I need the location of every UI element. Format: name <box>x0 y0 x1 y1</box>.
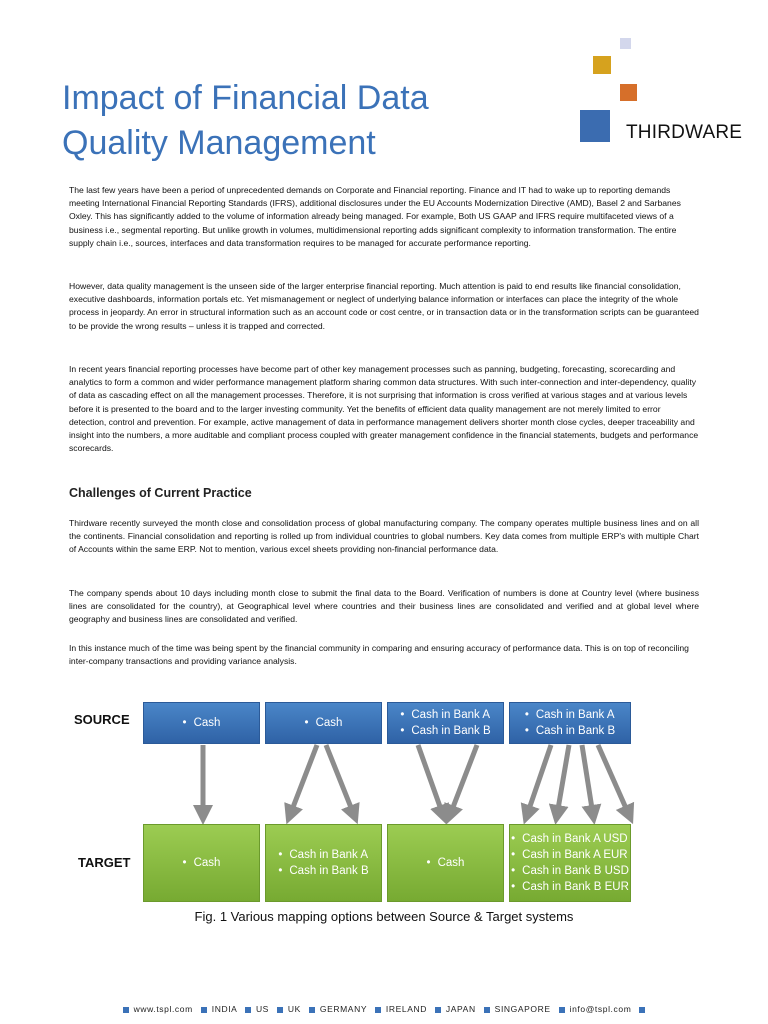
target-box-4 <box>509 824 631 902</box>
title-line-1: Impact of Financial Data <box>62 79 429 117</box>
arrow-2 <box>290 745 317 815</box>
thirdware-logo <box>580 36 760 146</box>
footer-link-email[interactable]: info@tspl.com <box>569 1004 632 1014</box>
footer-link-website[interactable]: www.tspl.com <box>133 1004 193 1014</box>
target-box-3 <box>387 824 504 902</box>
footer <box>0 1004 768 1014</box>
target-box-2 <box>265 824 382 902</box>
arrow-3 <box>326 745 354 815</box>
arrow-7 <box>557 745 569 815</box>
source-box-4-item-2: • Cash in Bank B <box>525 723 615 739</box>
source-box-2-item: • Cash <box>305 715 343 731</box>
source-box-2 <box>265 702 382 744</box>
logo-square-blue <box>580 110 610 142</box>
page-title <box>62 76 542 166</box>
target-box-2-item-2: • Cash in Bank B <box>278 863 368 879</box>
logo-brand-text: THIRDWARE <box>626 122 743 143</box>
footer-item-india: INDIA <box>211 1004 237 1014</box>
source-box-4 <box>509 702 631 744</box>
arrow-5 <box>450 745 477 815</box>
arrow-4 <box>418 745 443 815</box>
footer-bullet <box>639 1007 645 1013</box>
footer-item-uk: UK <box>287 1004 301 1014</box>
logo-square-gold <box>593 56 611 74</box>
intro-paragraph-2: However, data quality management is the unseen side of the larger enterprise financial reporting. Much attention is paid to end results like financial consolidation, executive dashboards, information portals etc. Yet mismanagement or neglect of underlying balance information or interfaces can place the integrity of the whole process in jeopardy. An error in structural information such as an account code or cost centre, or in transaction data or in the transformation scripts can be guaranteed to be provide the wrong results – unless it is trapped and corrected. <box>69 281 699 331</box>
source-box-4-item-1: • Cash in Bank A <box>525 707 615 723</box>
target-box-4-item-2: • Cash in Bank A EUR <box>511 847 629 863</box>
footer-item-japan: JAPAN <box>445 1004 476 1014</box>
footer-bullet <box>245 1007 251 1013</box>
section-paragraph-3: In this instance much of the time was being spent by the financial community in comparing and ensuring accuracy of performance data. This is on top of reconciling inter-company transactions and providing variance analysis. <box>69 643 689 667</box>
footer-item-singapore: SINGAPORE <box>494 1004 551 1014</box>
arrow-6 <box>527 745 551 815</box>
target-box-4-item-4: • Cash in Bank B EUR <box>511 879 629 895</box>
footer-item-ireland: IRELAND <box>385 1004 427 1014</box>
footer-item-germany: GERMANY <box>319 1004 367 1014</box>
footer-bullet <box>277 1007 283 1013</box>
target-box-2-item-1: • Cash in Bank A <box>278 847 368 863</box>
footer-bullet <box>309 1007 315 1013</box>
footer-bullet <box>123 1007 129 1013</box>
source-box-3-item-1: • Cash in Bank A <box>400 707 490 723</box>
intro-paragraph-1: The last few years have been a period of unprecedented demands on Corporate and Financial reporting. Finance and IT had to wake up to reporting demands meeting International Financial Reporting Standards (IFRS), additional disclosures under the EU Accounts Modernization Directive (AMD), Basel 2 and Sarbanes Oxley. This has significantly added to the volume of information already being managed. For example, Both US GAAP and IFRS require multifaceted views of a business i.e., segmental reporting. But unlike growth in volumes, multidimensional reporting adds significant complexity to information transformation. The entire supply chain i.e., sources, interfaces and data transformation requires to be managed for accurate performance reporting. <box>69 185 681 248</box>
source-label: SOURCE <box>74 712 130 727</box>
section-heading: Challenges of Current Practice <box>69 486 252 500</box>
figure-caption: Fig. 1 Various mapping options between Source & Target systems <box>194 909 574 924</box>
footer-bullet <box>375 1007 381 1013</box>
section-paragraph-2: The company spends about 10 days including month close to submit the final data to the Board. Verification of numbers is done at Country level (where business lines are consolidated for the country), at Geographical level where countries and their business lines are consolidated and verified and at global level where geography and business lines are consolidated and verified. <box>69 588 699 625</box>
target-box-1 <box>143 824 260 902</box>
footer-bullet <box>559 1007 565 1013</box>
source-box-3-item-2: • Cash in Bank B <box>400 723 490 739</box>
arrow-9 <box>598 745 629 815</box>
arrow-8 <box>582 745 593 815</box>
logo-square-lavender <box>620 38 631 49</box>
title-line-2: Quality Management <box>62 124 376 162</box>
footer-bullet <box>435 1007 441 1013</box>
target-box-1-item: • Cash <box>183 855 221 871</box>
footer-bullet <box>201 1007 207 1013</box>
target-label: TARGET <box>78 855 131 870</box>
source-box-1 <box>143 702 260 744</box>
source-box-1-item: • Cash <box>183 715 221 731</box>
intro-paragraph-3: In recent years financial reporting processes have become part of other key management processes such as panning, budgeting, forecasting, scorecarding and analytics to form a common and wider performance management platform sharing common data structures. With such inter-connection and inter-dependency, quality of data as cascading effect on all the management processes. Therefore, it is not surprising that information is cross verified at various stages and at various levels before it is presented to the board and to the larger investing community. Yet the benefits of efficient data quality management are not merely limited to error detection, control and prevention. For example, active management of data in performance management delivers shorter month close cycles, deeper traceability and insight into the numbers, a more auditable and compliant process coupled with greater management confidence in the financial statements, budgets and performance scorecards. <box>69 364 699 454</box>
target-box-4-item-3: • Cash in Bank B USD <box>511 863 629 879</box>
footer-bullet <box>484 1007 490 1013</box>
footer-item-us: US <box>255 1004 269 1014</box>
section-paragraph-1: Thirdware recently surveyed the month close and consolidation process of global manufacturing company. The company operates multiple business lines and on all the continents. Financial consolidation and reporting is rolled up from individual countries to global numbers. Key data comes from multiple ERP's with multiple Chart of Accounts within the same ERP. Not to mention, various excel sheets providing non-financial performance data. <box>69 518 699 555</box>
target-box-4-item-1: • Cash in Bank A USD <box>511 831 629 847</box>
source-box-3 <box>387 702 504 744</box>
target-box-3-item: • Cash <box>427 855 465 871</box>
mapping-diagram <box>68 699 708 914</box>
logo-square-orange <box>620 84 637 101</box>
